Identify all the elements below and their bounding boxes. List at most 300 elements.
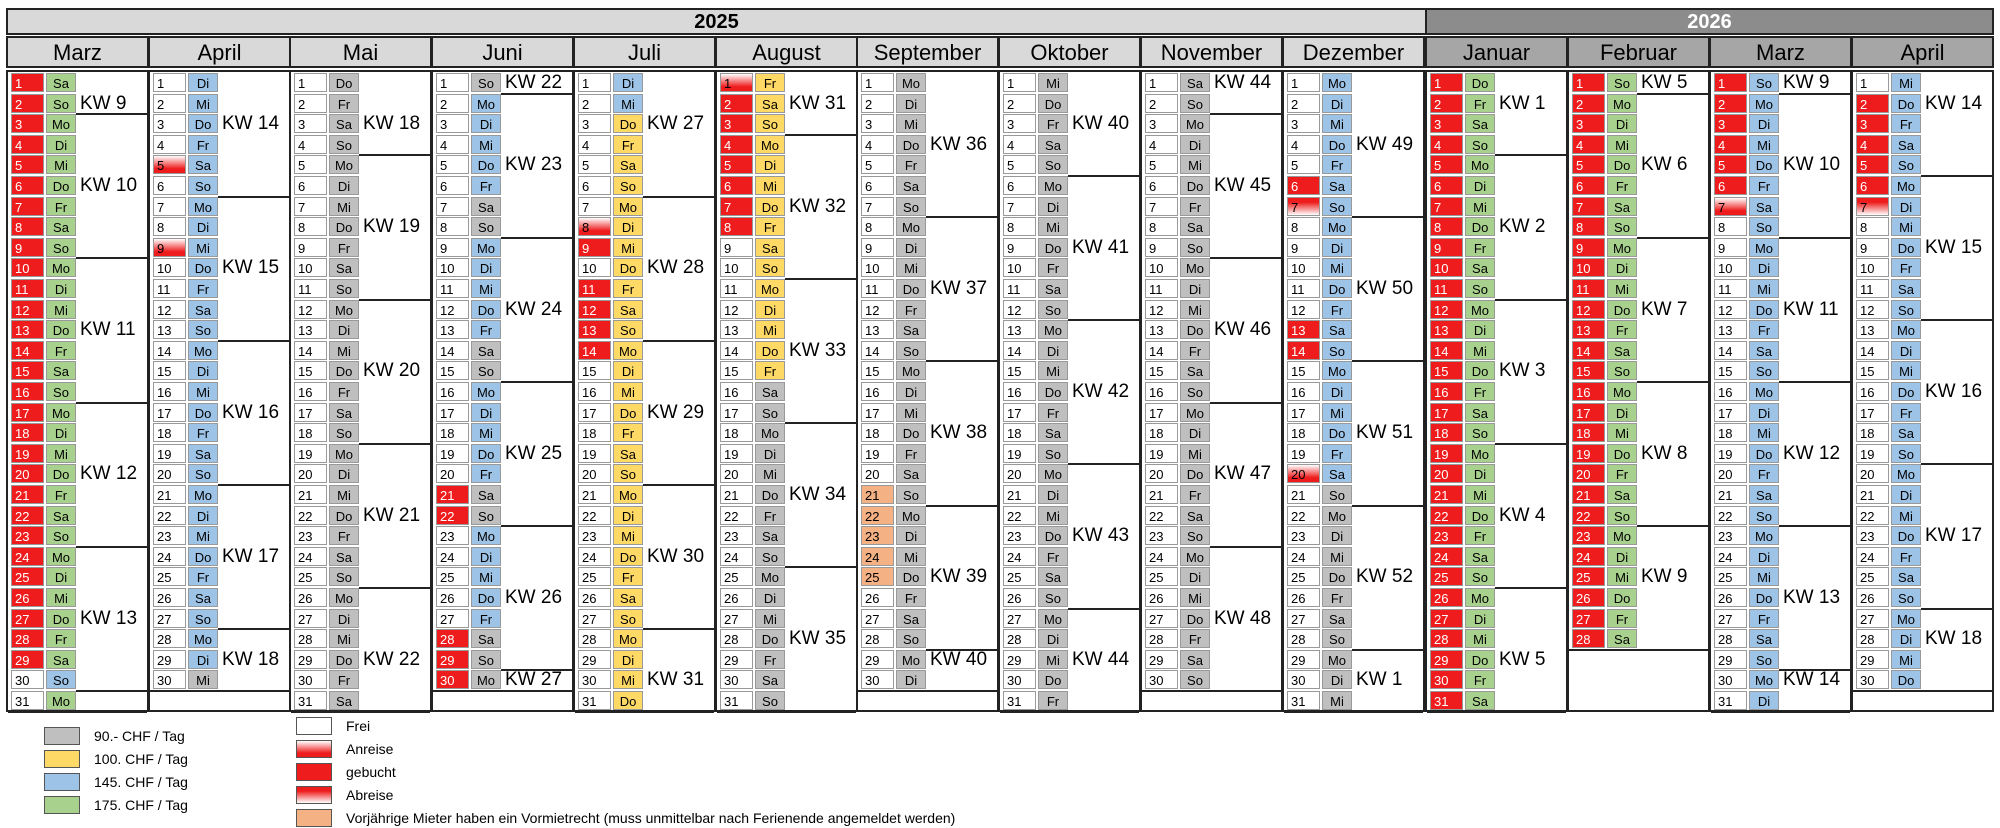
day-number[interactable]: 17 [1145,403,1178,422]
day-number[interactable]: 25 [1572,567,1605,586]
day-number[interactable]: 8 [294,217,327,236]
day-number[interactable]: 3 [720,114,753,133]
day-number[interactable]: 1 [11,73,44,92]
day-number[interactable]: 11 [1714,279,1747,298]
day-number[interactable]: 20 [1145,464,1178,483]
day-number[interactable]: 19 [1003,444,1036,463]
day-number[interactable]: 4 [861,135,894,154]
day-number[interactable]: 1 [1714,73,1747,92]
day-number[interactable]: 2 [1430,94,1463,113]
day-number[interactable]: 11 [720,279,753,298]
day-number[interactable]: 12 [11,300,44,319]
day-number[interactable]: 3 [1145,114,1178,133]
day-number[interactable]: 15 [294,361,327,380]
day-number[interactable]: 19 [1430,444,1463,463]
day-number[interactable]: 11 [1856,279,1889,298]
day-number[interactable]: 25 [861,567,894,586]
day-number[interactable]: 11 [578,279,611,298]
day-number[interactable]: 15 [11,361,44,380]
day-number[interactable]: 5 [11,155,44,174]
day-number[interactable]: 28 [1145,629,1178,648]
day-number[interactable]: 20 [720,464,753,483]
day-number[interactable]: 14 [720,341,753,360]
day-number[interactable]: 21 [578,485,611,504]
day-number[interactable]: 29 [436,650,469,669]
day-number[interactable]: 30 [436,670,469,689]
day-number[interactable]: 10 [294,258,327,277]
day-number[interactable]: 7 [436,197,469,216]
day-number[interactable]: 9 [578,238,611,257]
day-number[interactable]: 25 [720,567,753,586]
day-number[interactable]: 18 [1572,423,1605,442]
day-number[interactable]: 30 [153,670,186,689]
day-number[interactable]: 24 [436,547,469,566]
day-number[interactable]: 6 [1572,176,1605,195]
day-number[interactable]: 18 [1145,423,1178,442]
day-number[interactable]: 4 [720,135,753,154]
day-number[interactable]: 4 [436,135,469,154]
day-number[interactable]: 9 [1572,238,1605,257]
day-number[interactable]: 1 [720,73,753,92]
day-number[interactable]: 22 [1430,506,1463,525]
day-number[interactable]: 18 [11,423,44,442]
day-number[interactable]: 21 [153,485,186,504]
day-number[interactable]: 26 [1714,588,1747,607]
day-number[interactable]: 8 [1003,217,1036,236]
day-number[interactable]: 5 [1003,155,1036,174]
day-number[interactable]: 27 [1145,609,1178,628]
day-number[interactable]: 9 [720,238,753,257]
day-number[interactable]: 13 [720,320,753,339]
day-number[interactable]: 19 [720,444,753,463]
day-number[interactable]: 16 [578,382,611,401]
day-number[interactable]: 14 [1003,341,1036,360]
day-number[interactable]: 25 [1714,567,1747,586]
day-number[interactable]: 28 [11,629,44,648]
day-number[interactable]: 10 [1430,258,1463,277]
day-number[interactable]: 27 [1287,609,1320,628]
day-number[interactable]: 28 [1572,629,1605,648]
day-number[interactable]: 29 [153,650,186,669]
day-number[interactable]: 30 [1145,670,1178,689]
day-number[interactable]: 19 [1856,444,1889,463]
day-number[interactable]: 30 [578,670,611,689]
day-number[interactable]: 15 [1287,361,1320,380]
day-number[interactable]: 9 [294,238,327,257]
day-number[interactable]: 3 [436,114,469,133]
day-number[interactable]: 1 [153,73,186,92]
day-number[interactable]: 7 [294,197,327,216]
day-number[interactable]: 14 [436,341,469,360]
day-number[interactable]: 28 [294,629,327,648]
day-number[interactable]: 24 [1145,547,1178,566]
day-number[interactable]: 19 [1145,444,1178,463]
day-number[interactable]: 12 [1003,300,1036,319]
day-number[interactable]: 15 [153,361,186,380]
day-number[interactable]: 24 [578,547,611,566]
day-number[interactable]: 13 [1430,320,1463,339]
day-number[interactable]: 21 [1430,485,1463,504]
day-number[interactable]: 21 [861,485,894,504]
day-number[interactable]: 23 [11,526,44,545]
day-number[interactable]: 19 [861,444,894,463]
day-number[interactable]: 26 [153,588,186,607]
day-number[interactable]: 23 [578,526,611,545]
day-number[interactable]: 3 [578,114,611,133]
day-number[interactable]: 24 [1003,547,1036,566]
day-number[interactable]: 6 [1856,176,1889,195]
day-number[interactable]: 5 [578,155,611,174]
day-number[interactable]: 16 [153,382,186,401]
day-number[interactable]: 4 [1856,135,1889,154]
day-number[interactable]: 29 [1145,650,1178,669]
day-number[interactable]: 7 [1287,197,1320,216]
day-number[interactable]: 13 [153,320,186,339]
day-number[interactable]: 6 [1145,176,1178,195]
day-number[interactable]: 4 [1572,135,1605,154]
day-number[interactable]: 26 [1145,588,1178,607]
day-number[interactable]: 12 [1430,300,1463,319]
day-number[interactable]: 11 [861,279,894,298]
day-number[interactable]: 1 [578,73,611,92]
day-number[interactable]: 21 [1572,485,1605,504]
day-number[interactable]: 5 [1430,155,1463,174]
day-number[interactable]: 18 [153,423,186,442]
day-number[interactable]: 1 [1572,73,1605,92]
day-number[interactable]: 18 [294,423,327,442]
day-number[interactable]: 22 [1856,506,1889,525]
day-number[interactable]: 23 [1003,526,1036,545]
day-number[interactable]: 29 [1856,650,1889,669]
day-number[interactable]: 11 [1003,279,1036,298]
day-number[interactable]: 16 [1003,382,1036,401]
day-number[interactable]: 24 [1572,547,1605,566]
day-number[interactable]: 28 [1430,629,1463,648]
day-number[interactable]: 6 [1287,176,1320,195]
day-number[interactable]: 28 [861,629,894,648]
day-number[interactable]: 22 [436,506,469,525]
day-number[interactable]: 17 [1287,403,1320,422]
day-number[interactable]: 20 [1287,464,1320,483]
day-number[interactable]: 17 [1430,403,1463,422]
day-number[interactable]: 21 [11,485,44,504]
day-number[interactable]: 2 [1572,94,1605,113]
day-number[interactable]: 27 [1856,609,1889,628]
day-number[interactable]: 8 [1856,217,1889,236]
day-number[interactable]: 23 [436,526,469,545]
day-number[interactable]: 28 [1287,629,1320,648]
day-number[interactable]: 21 [1714,485,1747,504]
day-number[interactable]: 2 [1003,94,1036,113]
day-number[interactable]: 4 [578,135,611,154]
day-number[interactable]: 19 [153,444,186,463]
day-number[interactable]: 25 [1145,567,1178,586]
day-number[interactable]: 4 [294,135,327,154]
day-number[interactable]: 15 [1856,361,1889,380]
day-number[interactable]: 10 [1572,258,1605,277]
day-number[interactable]: 12 [720,300,753,319]
day-number[interactable]: 18 [1430,423,1463,442]
day-number[interactable]: 7 [861,197,894,216]
day-number[interactable]: 2 [1714,94,1747,113]
day-number[interactable]: 22 [294,506,327,525]
day-number[interactable]: 15 [1003,361,1036,380]
day-number[interactable]: 5 [1856,155,1889,174]
day-number[interactable]: 15 [1572,361,1605,380]
day-number[interactable]: 30 [720,670,753,689]
day-number[interactable]: 19 [1714,444,1747,463]
day-number[interactable]: 8 [1145,217,1178,236]
day-number[interactable]: 14 [578,341,611,360]
day-number[interactable]: 9 [1287,238,1320,257]
day-number[interactable]: 27 [1714,609,1747,628]
day-number[interactable]: 7 [1714,197,1747,216]
day-number[interactable]: 1 [436,73,469,92]
day-number[interactable]: 31 [1430,691,1463,710]
day-number[interactable]: 11 [1572,279,1605,298]
day-number[interactable]: 15 [720,361,753,380]
day-number[interactable]: 2 [861,94,894,113]
day-number[interactable]: 11 [294,279,327,298]
day-number[interactable]: 18 [720,423,753,442]
day-number[interactable]: 6 [720,176,753,195]
day-number[interactable]: 28 [436,629,469,648]
day-number[interactable]: 1 [1145,73,1178,92]
day-number[interactable]: 22 [861,506,894,525]
day-number[interactable]: 10 [1856,258,1889,277]
day-number[interactable]: 14 [1430,341,1463,360]
day-number[interactable]: 5 [1145,155,1178,174]
day-number[interactable]: 3 [1003,114,1036,133]
day-number[interactable]: 3 [153,114,186,133]
day-number[interactable]: 2 [11,94,44,113]
day-number[interactable]: 21 [436,485,469,504]
day-number[interactable]: 4 [1003,135,1036,154]
day-number[interactable]: 20 [11,464,44,483]
day-number[interactable]: 4 [1145,135,1178,154]
day-number[interactable]: 9 [1430,238,1463,257]
day-number[interactable]: 28 [1003,629,1036,648]
day-number[interactable]: 23 [1856,526,1889,545]
day-number[interactable]: 27 [436,609,469,628]
day-number[interactable]: 8 [578,217,611,236]
day-number[interactable]: 28 [720,629,753,648]
day-number[interactable]: 9 [1714,238,1747,257]
day-number[interactable]: 6 [11,176,44,195]
day-number[interactable]: 20 [861,464,894,483]
day-number[interactable]: 10 [1287,258,1320,277]
day-number[interactable]: 16 [294,382,327,401]
day-number[interactable]: 14 [153,341,186,360]
day-number[interactable]: 11 [11,279,44,298]
day-number[interactable]: 21 [1856,485,1889,504]
day-number[interactable]: 25 [1856,567,1889,586]
day-number[interactable]: 27 [294,609,327,628]
day-number[interactable]: 9 [1856,238,1889,257]
day-number[interactable]: 2 [1145,94,1178,113]
day-number[interactable]: 29 [861,650,894,669]
day-number[interactable]: 23 [861,526,894,545]
day-number[interactable]: 14 [11,341,44,360]
day-number[interactable]: 13 [436,320,469,339]
day-number[interactable]: 5 [1714,155,1747,174]
day-number[interactable]: 18 [578,423,611,442]
day-number[interactable]: 8 [720,217,753,236]
day-number[interactable]: 13 [11,320,44,339]
day-number[interactable]: 17 [861,403,894,422]
day-number[interactable]: 9 [153,238,186,257]
day-number[interactable]: 17 [294,403,327,422]
day-number[interactable]: 8 [1430,217,1463,236]
day-number[interactable]: 14 [1572,341,1605,360]
day-number[interactable]: 11 [1145,279,1178,298]
day-number[interactable]: 13 [1714,320,1747,339]
day-number[interactable]: 13 [861,320,894,339]
day-number[interactable]: 25 [1430,567,1463,586]
day-number[interactable]: 18 [861,423,894,442]
day-number[interactable]: 18 [1003,423,1036,442]
day-number[interactable]: 16 [1287,382,1320,401]
day-number[interactable]: 15 [1714,361,1747,380]
day-number[interactable]: 3 [294,114,327,133]
day-number[interactable]: 17 [153,403,186,422]
day-number[interactable]: 10 [578,258,611,277]
day-number[interactable]: 3 [1714,114,1747,133]
day-number[interactable]: 6 [1714,176,1747,195]
day-number[interactable]: 23 [1287,526,1320,545]
day-number[interactable]: 10 [153,258,186,277]
day-number[interactable]: 25 [1287,567,1320,586]
day-number[interactable]: 28 [1856,629,1889,648]
day-number[interactable]: 30 [1430,670,1463,689]
day-number[interactable]: 1 [294,73,327,92]
day-number[interactable]: 4 [1287,135,1320,154]
day-number[interactable]: 27 [153,609,186,628]
day-number[interactable]: 13 [1572,320,1605,339]
day-number[interactable]: 3 [1572,114,1605,133]
day-number[interactable]: 27 [861,609,894,628]
day-number[interactable]: 10 [861,258,894,277]
day-number[interactable]: 19 [1572,444,1605,463]
day-number[interactable]: 21 [720,485,753,504]
day-number[interactable]: 8 [1287,217,1320,236]
day-number[interactable]: 2 [1856,94,1889,113]
day-number[interactable]: 2 [294,94,327,113]
day-number[interactable]: 5 [294,155,327,174]
day-number[interactable]: 27 [1003,609,1036,628]
day-number[interactable]: 22 [153,506,186,525]
day-number[interactable]: 17 [11,403,44,422]
day-number[interactable]: 24 [1287,547,1320,566]
day-number[interactable]: 16 [861,382,894,401]
day-number[interactable]: 12 [1714,300,1747,319]
day-number[interactable]: 25 [578,567,611,586]
day-number[interactable]: 14 [1287,341,1320,360]
day-number[interactable]: 20 [436,464,469,483]
day-number[interactable]: 9 [1145,238,1178,257]
day-number[interactable]: 24 [1856,547,1889,566]
day-number[interactable]: 13 [1145,320,1178,339]
day-number[interactable]: 29 [1714,650,1747,669]
day-number[interactable]: 23 [1145,526,1178,545]
day-number[interactable]: 6 [1430,176,1463,195]
day-number[interactable]: 9 [436,238,469,257]
day-number[interactable]: 24 [153,547,186,566]
day-number[interactable]: 28 [578,629,611,648]
day-number[interactable]: 15 [436,361,469,380]
day-number[interactable]: 4 [1714,135,1747,154]
day-number[interactable]: 12 [578,300,611,319]
day-number[interactable]: 28 [153,629,186,648]
day-number[interactable]: 20 [1714,464,1747,483]
day-number[interactable]: 3 [1287,114,1320,133]
day-number[interactable]: 31 [11,691,44,710]
day-number[interactable]: 22 [1003,506,1036,525]
day-number[interactable]: 13 [1856,320,1889,339]
day-number[interactable]: 26 [1572,588,1605,607]
day-number[interactable]: 11 [1287,279,1320,298]
day-number[interactable]: 6 [861,176,894,195]
day-number[interactable]: 29 [1287,650,1320,669]
day-number[interactable]: 20 [1856,464,1889,483]
day-number[interactable]: 17 [1003,403,1036,422]
day-number[interactable]: 15 [1430,361,1463,380]
day-number[interactable]: 30 [861,670,894,689]
day-number[interactable]: 10 [11,258,44,277]
day-number[interactable]: 14 [1145,341,1178,360]
day-number[interactable]: 12 [1145,300,1178,319]
day-number[interactable]: 11 [1430,279,1463,298]
day-number[interactable]: 26 [861,588,894,607]
day-number[interactable]: 26 [294,588,327,607]
day-number[interactable]: 29 [1003,650,1036,669]
day-number[interactable]: 26 [1856,588,1889,607]
day-number[interactable]: 27 [11,609,44,628]
day-number[interactable]: 26 [1003,588,1036,607]
day-number[interactable]: 5 [436,155,469,174]
day-number[interactable]: 5 [1287,155,1320,174]
day-number[interactable]: 3 [1856,114,1889,133]
day-number[interactable]: 9 [1003,238,1036,257]
day-number[interactable]: 23 [1572,526,1605,545]
day-number[interactable]: 22 [1287,506,1320,525]
day-number[interactable]: 8 [861,217,894,236]
day-number[interactable]: 17 [1714,403,1747,422]
day-number[interactable]: 31 [1003,691,1036,710]
day-number[interactable]: 16 [1714,382,1747,401]
day-number[interactable]: 7 [11,197,44,216]
day-number[interactable]: 22 [720,506,753,525]
day-number[interactable]: 12 [436,300,469,319]
day-number[interactable]: 8 [1572,217,1605,236]
day-number[interactable]: 29 [11,650,44,669]
day-number[interactable]: 10 [720,258,753,277]
day-number[interactable]: 27 [720,609,753,628]
day-number[interactable]: 15 [578,361,611,380]
day-number[interactable]: 23 [1714,526,1747,545]
day-number[interactable]: 6 [436,176,469,195]
day-number[interactable]: 30 [294,670,327,689]
day-number[interactable]: 9 [861,238,894,257]
day-number[interactable]: 12 [1572,300,1605,319]
day-number[interactable]: 29 [578,650,611,669]
day-number[interactable]: 1 [861,73,894,92]
day-number[interactable]: 8 [436,217,469,236]
day-number[interactable]: 27 [1572,609,1605,628]
day-number[interactable]: 6 [1003,176,1036,195]
day-number[interactable]: 12 [153,300,186,319]
day-number[interactable]: 6 [294,176,327,195]
